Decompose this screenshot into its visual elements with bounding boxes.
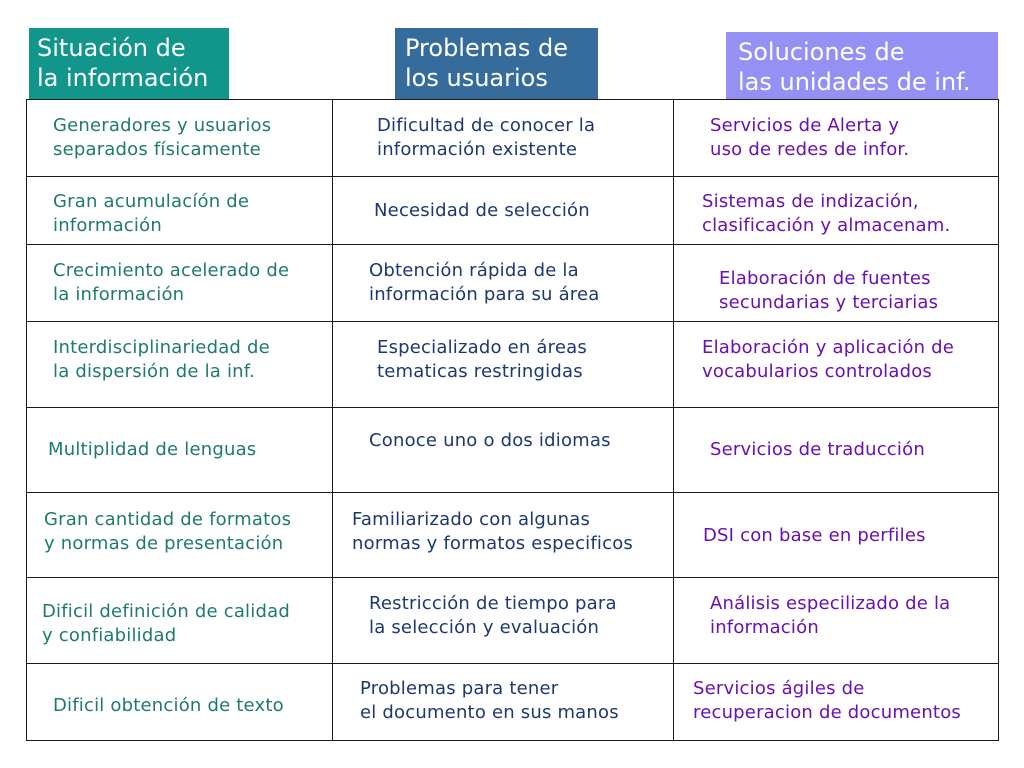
situacion-cell: Dificil obtención de texto [53, 695, 284, 716]
solucion-cell: Servicios de Alerta y uso de redes de infor. [710, 115, 910, 160]
situacion-cell: Gran cantidad de formatos y normas de presentación [44, 509, 292, 554]
row-divider [26, 492, 999, 493]
problema-cell: Problemas para tener el documento en sus manos [360, 678, 619, 723]
row-divider [26, 577, 999, 578]
row-divider [26, 663, 999, 664]
solucion-cell: Servicios de traducción [710, 439, 925, 460]
situacion-cell: Generadores y usuarios separados físicamente [53, 115, 272, 160]
problema-cell: Necesidad de selección [374, 200, 590, 221]
table-border-left [26, 99, 27, 741]
problema-cell: Familiarizado con algunas normas y formatos especificos [352, 509, 633, 554]
table-border-top [26, 99, 999, 100]
table-border-right [998, 99, 999, 741]
problema-cell: Especializado en áreas tematicas restringidas [377, 337, 587, 382]
header-problemas: Problemas de los usuarios [395, 28, 598, 100]
solucion-cell: Elaboración de fuentes secundarias y terciarias [719, 268, 939, 313]
solucion-cell: Análisis especilizado de la información [710, 593, 951, 638]
situacion-cell: Dificil definición de calidad y confiabilidad [42, 601, 290, 646]
solucion-cell: DSI con base en perfiles [703, 525, 926, 546]
comparison-table [26, 99, 999, 741]
row-divider [26, 244, 999, 245]
table-divider-1 [332, 99, 333, 741]
solucion-cell: Elaboración y aplicación de vocabularios controlados [702, 337, 955, 382]
problema-cell: Dificultad de conocer la información existente [377, 115, 596, 160]
solucion-cell: Sistemas de indización, clasificación y almacenam. [702, 191, 951, 236]
situacion-cell: Multiplidad de lenguas [48, 439, 257, 460]
situacion-cell: Gran acumulacíón de información [53, 191, 250, 236]
row-divider [26, 321, 999, 322]
problema-cell: Obtención rápida de la información para su área [369, 260, 600, 305]
problema-cell: Restricción de tiempo para la selección y evaluación [369, 593, 617, 638]
situacion-cell: Crecimiento acelerado de la información [53, 260, 290, 305]
table-border-bottom [26, 740, 999, 741]
problema-cell: Conoce uno o dos idiomas [369, 430, 611, 451]
solucion-cell: Servicios ágiles de recuperacion de documentos [693, 678, 961, 723]
row-divider [26, 176, 999, 177]
table-divider-2 [673, 99, 674, 741]
row-divider [26, 407, 999, 408]
header-situacion: Situación de la información [29, 28, 229, 100]
header-soluciones: Soluciones de las unidades de inf. [726, 32, 998, 100]
situacion-cell: Interdisciplinariedad de la dispersión de la inf. [53, 337, 270, 382]
